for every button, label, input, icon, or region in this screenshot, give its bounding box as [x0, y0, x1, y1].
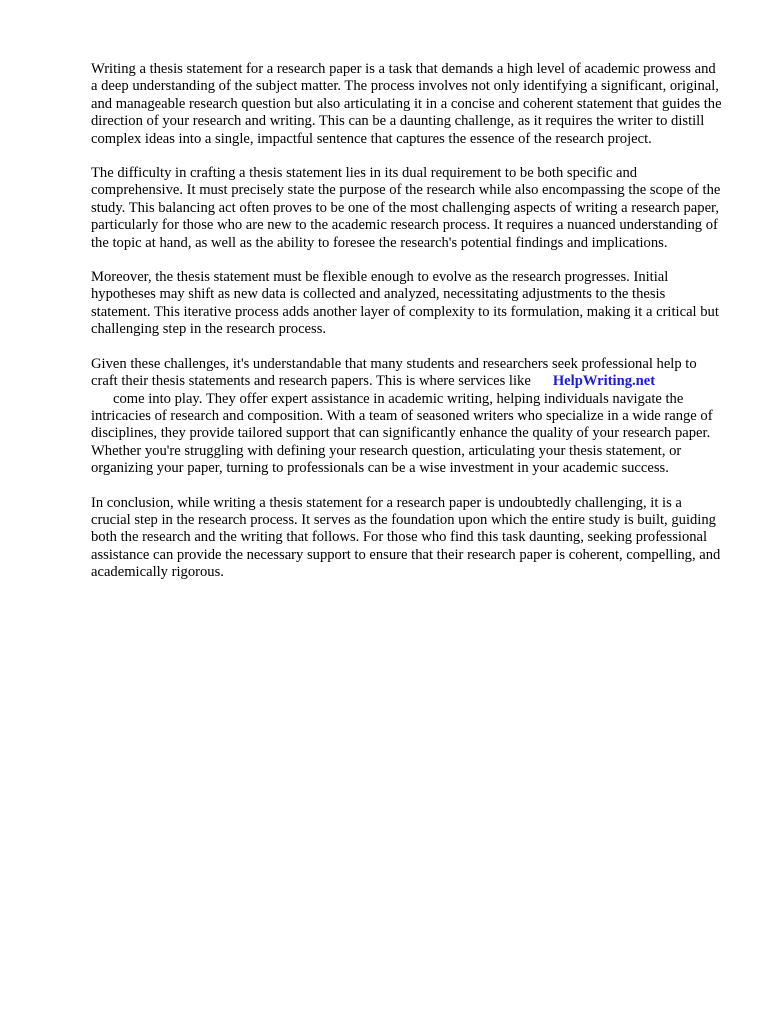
services-text-before-link: Given these challenges, it's understandable that many students and researchers seek professional help to craft their thesis statements and research papers. This is where services like [91, 355, 697, 390]
paragraph-conclusion: In conclusion, while writing a thesis statement for a research paper is undoubtedly challenging, it is a crucial step in the research process. It serves as the foundation upon which the entire study is built, guiding both the research and the writing that follows. For those who find this task daunting, seeking professional assistance can provide the necessary support to ensure that their research paper is coherent, compelling, and academically rigorous. [91, 494, 721, 581]
document-page [91, 61, 723, 599]
services-text-after-link: come into play. They offer expert assistance in academic writing, helping individuals navigate the intricacies of research and composition. With a team of seasoned writers who specialize in a wide range of disciplines, they provide tailored support that can significantly enhance the quality of your research paper. Whether you're struggling with defining your research question, articulating your thesis statement, or organizing your paper, turning to professionals can be a wise investment in your academic success. [91, 390, 713, 477]
helpwriting-link[interactable]: HelpWriting.net [552, 373, 656, 390]
paragraph-difficulty: The difficulty in crafting a thesis statement lies in its dual requirement to be both specific and comprehensive. It must precisely state the purpose of the research while also encompassing the scope of the study. This balancing act often proves to be one of the most challenging aspects of writing a research paper, particularly for those who are new to the academic research process. It requires a nuanced understanding of the topic at hand, as well as the ability to foresee the research's potential findings and implications. [91, 165, 721, 251]
paragraph-services [91, 356, 723, 478]
paragraph-intro: Writing a thesis statement for a research paper is a task that demands a high level of academic prowess and a deep understanding of the subject matter. The process involves not only identifying a significant, original, and manageable research question but also articulating it in a concise and coherent statement that guides the direction of your research and writing. This can be a daunting challenge, as it requires the writer to distill complex ideas into a single, impactful sentence that captures the essence of the research project. [91, 61, 722, 147]
paragraph-flexibility: Moreover, the thesis statement must be flexible enough to evolve as the research progresses. Initial hypotheses may shift as new data is collected and analyzed, necessitating adjustments to the thesis statement. This iterative process adds another layer of complexity to its formulation, making it a critical but challenging step in the research process. [91, 269, 719, 338]
